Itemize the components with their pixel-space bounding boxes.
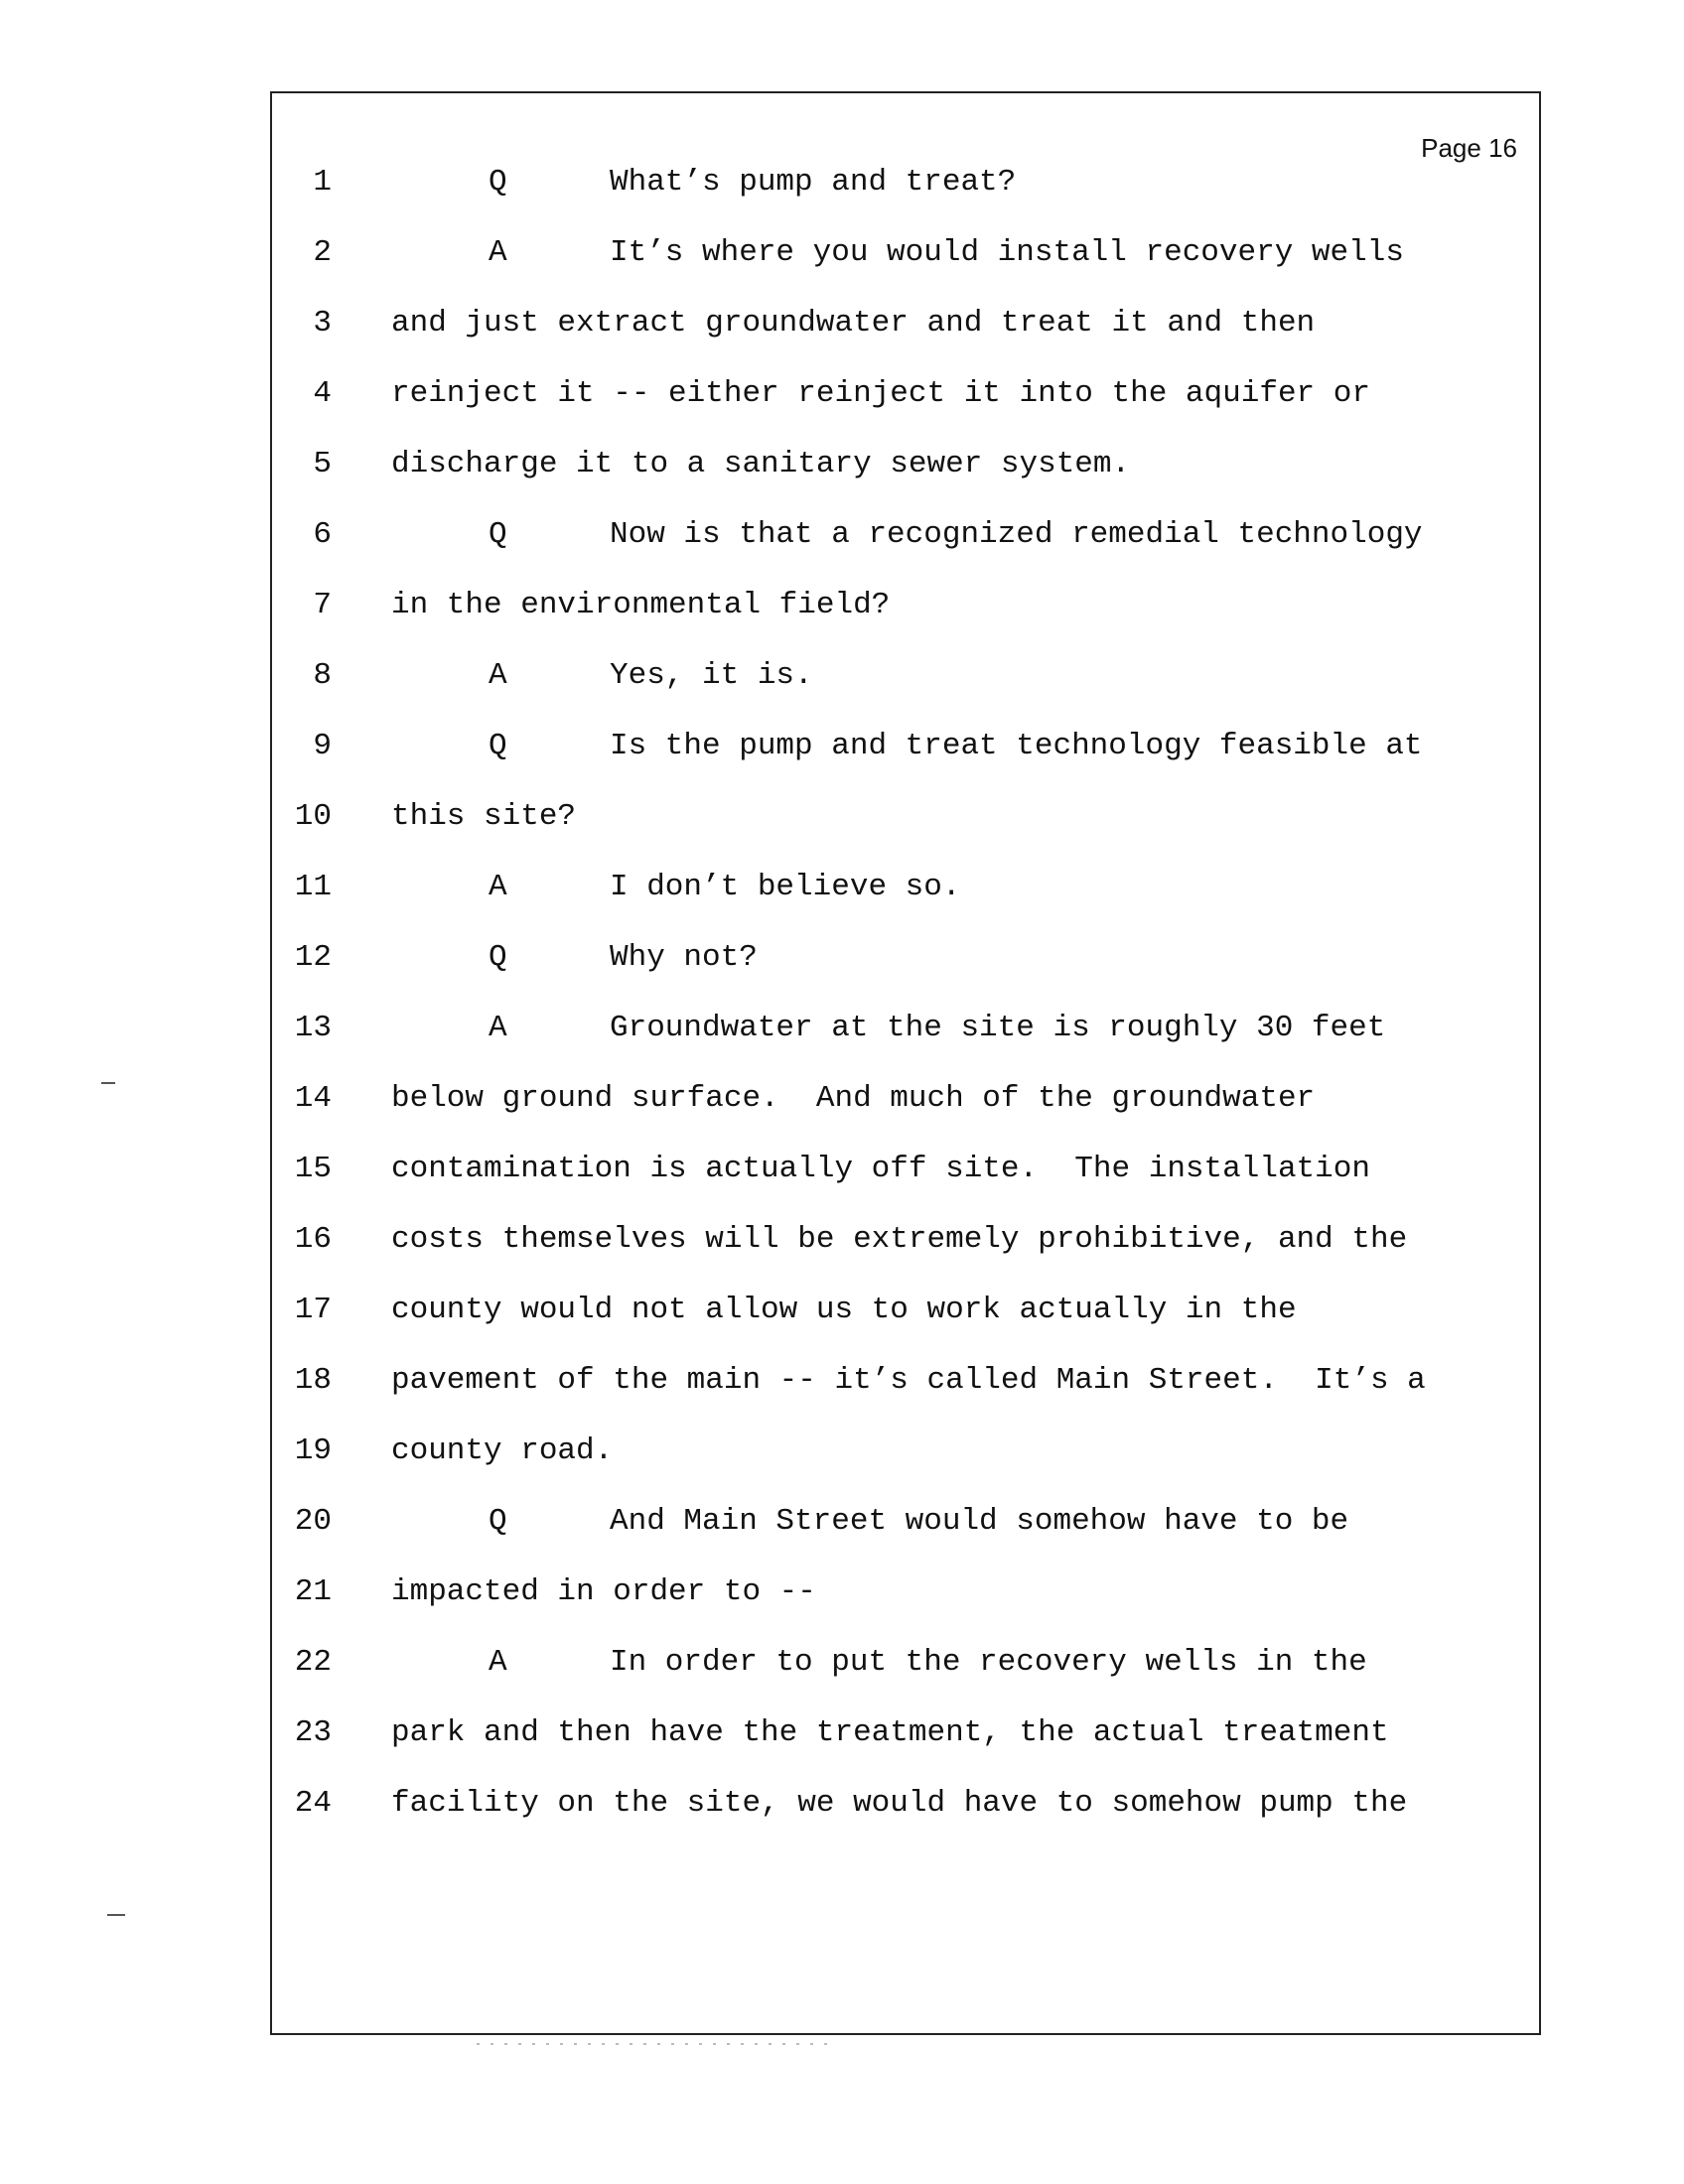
line-text: Now is that a recognized remedial technology <box>610 517 1423 552</box>
line-number: 8 <box>313 658 332 693</box>
line-text: impacted in order to -- <box>391 1574 816 1609</box>
margin-mark <box>107 1914 125 1916</box>
line-number: 17 <box>294 1293 332 1327</box>
transcript-line <box>272 938 1539 1009</box>
line-text: reinject it -- either reinject it into the aquifer or <box>391 376 1370 411</box>
line-text: Yes, it is. <box>610 658 813 693</box>
line-text: Groundwater at the site is roughly 30 feet <box>610 1011 1386 1045</box>
line-text: I don’t believe so. <box>610 870 961 904</box>
transcript-line <box>272 656 1539 727</box>
line-number: 2 <box>313 235 332 270</box>
line-number: 7 <box>313 588 332 622</box>
page-number: Page 16 <box>1421 133 1517 163</box>
line-number: 6 <box>313 517 332 552</box>
speaker-label: Q <box>489 940 507 975</box>
transcript-line <box>272 445 1539 515</box>
line-text: contamination is actually off site. The installation <box>391 1152 1370 1186</box>
line-text: below ground surface. And much of the groundwater <box>391 1081 1316 1116</box>
transcript-line <box>272 1432 1539 1502</box>
line-number: 4 <box>313 376 332 411</box>
line-text: costs themselves will be extremely prohibitive, and the <box>391 1222 1408 1257</box>
line-text: park and then have the treatment, the actual treatment <box>391 1715 1389 1750</box>
transcript-line <box>272 1220 1539 1291</box>
transcript-line <box>272 233 1539 304</box>
transcript-line <box>272 1009 1539 1079</box>
line-number: 19 <box>294 1433 332 1468</box>
line-text: Why not? <box>610 940 758 975</box>
speaker-label: Q <box>489 517 507 552</box>
line-number: 13 <box>294 1011 332 1045</box>
transcript-line <box>272 1713 1539 1784</box>
line-number: 22 <box>294 1645 332 1680</box>
speaker-label: Q <box>489 1504 507 1539</box>
line-number: 11 <box>294 870 332 904</box>
line-number: 18 <box>294 1363 332 1398</box>
line-number: 5 <box>313 447 332 481</box>
transcript-line <box>272 868 1539 938</box>
line-number: 1 <box>313 165 332 200</box>
line-text: discharge it to a sanitary sewer system. <box>391 447 1131 481</box>
transcript-line <box>272 1150 1539 1220</box>
speaker-label: A <box>489 235 507 270</box>
line-number: 10 <box>294 799 332 834</box>
transcript-line <box>272 163 1539 233</box>
line-text: county would not allow us to work actually in the <box>391 1293 1297 1327</box>
transcript-line <box>272 1502 1539 1572</box>
speaker-label: Q <box>489 165 507 200</box>
transcript-line <box>272 374 1539 445</box>
speaker-label: A <box>489 870 507 904</box>
transcript-line <box>272 1784 1539 1854</box>
line-text: It’s where you would install recovery wells <box>610 235 1404 270</box>
line-text: What’s pump and treat? <box>610 165 1017 200</box>
transcript-line <box>272 1291 1539 1361</box>
line-text: And Main Street would somehow have to be <box>610 1504 1349 1539</box>
transcript-line <box>272 515 1539 586</box>
transcript-line <box>272 1643 1539 1713</box>
line-text: pavement of the main -- it’s called Main Street. It’s a <box>391 1363 1426 1398</box>
line-text: in the environmental field? <box>391 588 891 622</box>
transcript-line <box>272 797 1539 868</box>
line-number: 24 <box>294 1786 332 1821</box>
transcript-line <box>272 304 1539 374</box>
transcript-line <box>272 1572 1539 1643</box>
speaker-label: A <box>489 1011 507 1045</box>
line-number: 20 <box>294 1504 332 1539</box>
line-number: 15 <box>294 1152 332 1186</box>
line-text: facility on the site, we would have to somehow pump the <box>391 1786 1408 1821</box>
speaker-label: A <box>489 1645 507 1680</box>
line-number: 16 <box>294 1222 332 1257</box>
line-text: In order to put the recovery wells in the <box>610 1645 1367 1680</box>
scan-artifact <box>477 2043 834 2045</box>
transcript-line <box>272 727 1539 797</box>
line-text: and just extract groundwater and treat it and then <box>391 306 1316 341</box>
transcript-page <box>270 91 1541 2035</box>
line-number: 21 <box>294 1574 332 1609</box>
speaker-label: Q <box>489 729 507 763</box>
speaker-label: A <box>489 658 507 693</box>
line-number: 9 <box>313 729 332 763</box>
line-text: this site? <box>391 799 577 834</box>
line-number: 23 <box>294 1715 332 1750</box>
line-number: 12 <box>294 940 332 975</box>
line-number: 14 <box>294 1081 332 1116</box>
line-number: 3 <box>313 306 332 341</box>
transcript-line <box>272 586 1539 656</box>
line-text: county road. <box>391 1433 614 1468</box>
margin-mark <box>101 1082 115 1084</box>
transcript-line <box>272 1079 1539 1150</box>
transcript-line <box>272 1361 1539 1432</box>
line-text: Is the pump and treat technology feasible at <box>610 729 1423 763</box>
